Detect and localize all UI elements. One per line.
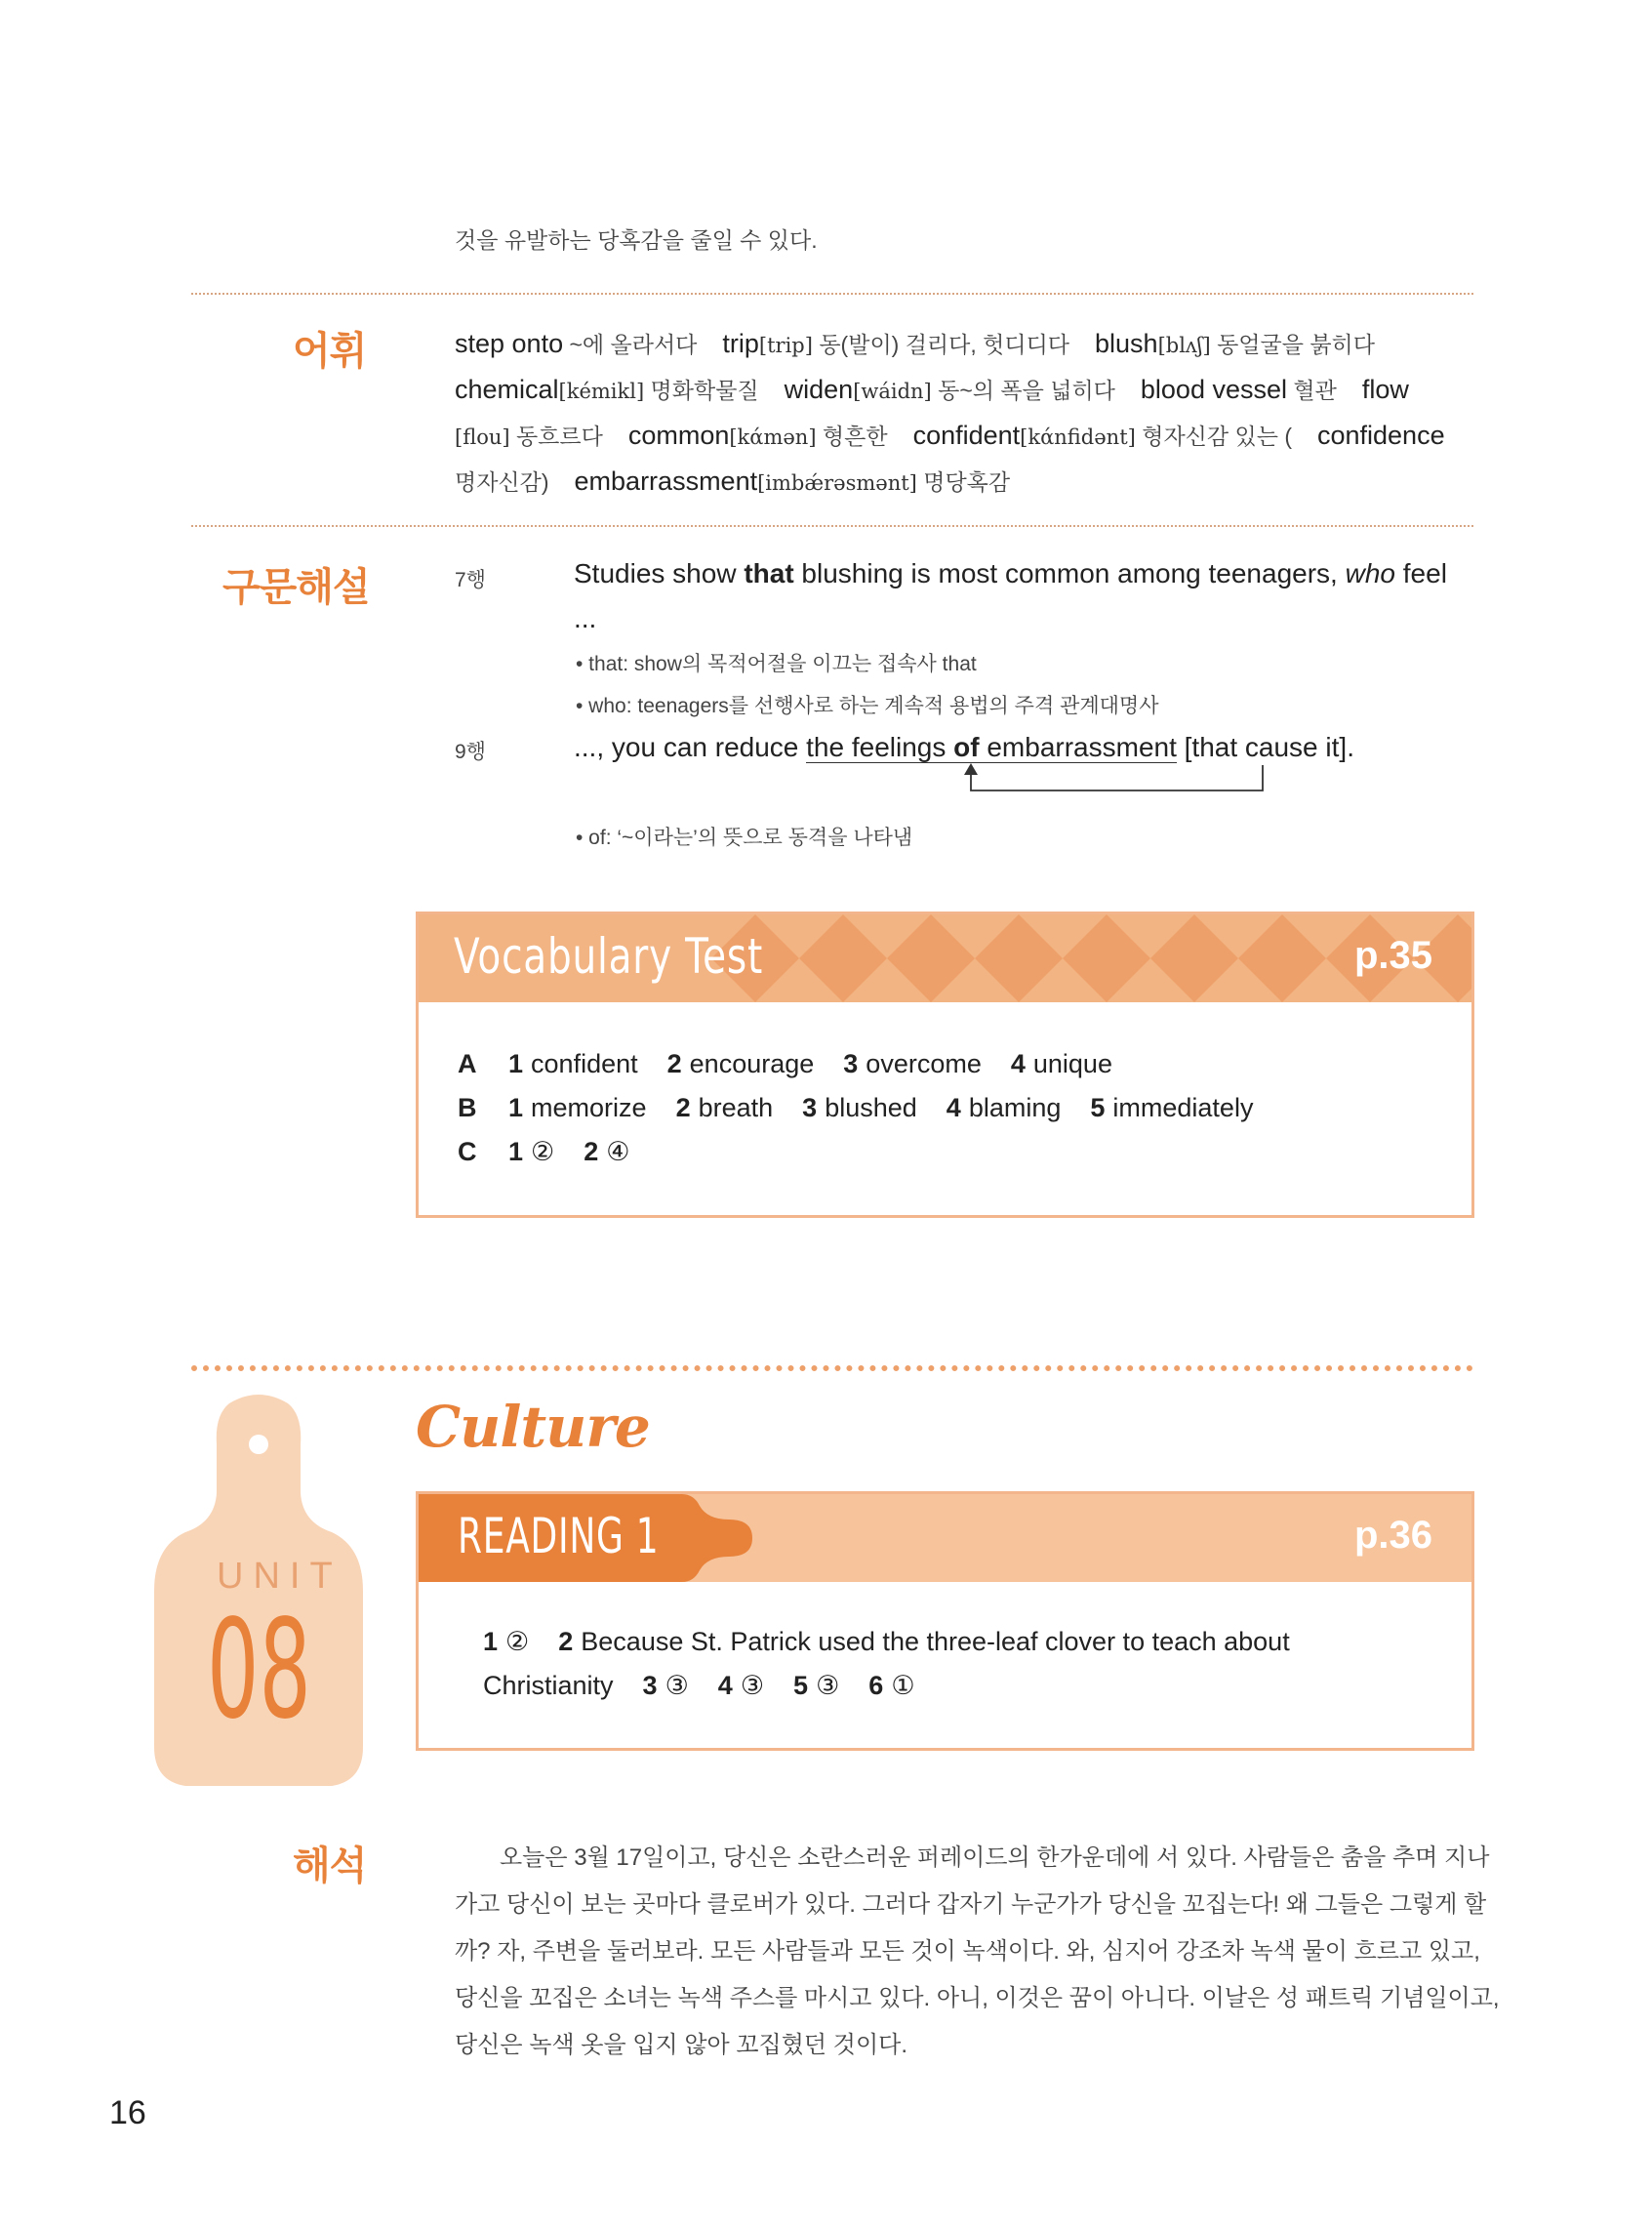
vocab-meaning: 명화학물질 [644,378,759,403]
vocab-meaning: 동흐르다 [509,424,603,449]
answer-number: 3 [843,1049,859,1078]
vocab-word: widen [784,375,854,404]
vocab-word: flow [1361,375,1409,404]
vocab-word: blush [1095,329,1158,358]
sentence-part: [that cause it]. [1176,732,1354,762]
answer-number: 2 [558,1627,574,1656]
vocab-word: embarrassment [574,466,758,496]
answer-value: blushed [825,1093,917,1122]
answer-number: 1 [508,1137,524,1166]
answer-row [483,1627,1319,1657]
vocab-line [455,414,1489,460]
phonetic: [imbǽrəsmənt] [757,471,917,495]
answer-value: breath [698,1093,774,1122]
grammar-note: • of: ‘~이라는’의 뜻으로 동격을 나타냄 [576,827,913,849]
vocab-line [455,322,1489,368]
answer-value: ② [531,1137,555,1166]
answer-number: 4 [1010,1049,1026,1078]
sentence-part: Studies show [574,558,745,588]
sentence-keyword: that [744,558,794,588]
divider [191,293,1473,295]
answer-value: Because St. Patrick used the three-leaf clover to teach about [581,1627,1290,1656]
vocab-list [455,322,1489,506]
vocab-test-box [416,912,1474,1218]
section-separator [191,1365,1473,1371]
sentence-part: blushing is most common among teenagers, [793,558,1346,588]
syntax-label: 구문해설 [222,566,370,609]
answer-value: memorize [531,1093,647,1122]
reference-arrow [937,761,1269,800]
answer-letter: B [458,1093,477,1122]
phonetic: [blʌʃ] [1157,334,1211,357]
answer-number: 3 [802,1093,818,1122]
vocab-meaning: 명자신감) [455,469,549,495]
category-title: Culture [416,1394,650,1460]
answer-row [483,1671,945,1701]
divider [191,525,1473,527]
translation-line: 가고 당신이 보는 곳마다 클로버가 있다. 그러다 갑자기 누군가가 당신을 꼬집는다! 왜 그들은 그렇게 할 [455,1891,1487,1918]
example-sentence-2 [574,732,1354,763]
unit-number: 08 [207,1591,311,1750]
phonetic: [trip] [758,334,813,357]
vocab-test-page: p.35 [1353,934,1432,977]
answer-number: 1 [483,1627,499,1656]
sentence-part: ..., you can reduce [574,732,807,762]
grammar-note: • that: show의 목적어절을 이끄는 접속사 that [576,653,977,675]
sentence-keyword: of [953,732,980,762]
translation-line: 당신을 꼬집은 소녀는 녹색 주스를 마시고 있다. 아니, 이것은 꿈이 아니다. 이날은 성 패트릭 기념일이고, [455,1985,1500,2011]
answer-number: 2 [666,1049,682,1078]
vocab-word: confidence [1316,421,1445,450]
answer-number: 6 [868,1671,884,1700]
answer-value: ② [505,1627,530,1656]
reading1-box [416,1491,1474,1751]
page-number: 16 [109,2094,146,2131]
translation-line: 까? 자, 주변을 둘러보라. 모든 사람들과 모든 것이 녹색이다. 와, 심지어 강조차 녹색 물이 흐르고 있고, [455,1938,1480,1965]
translation-line: 오늘은 3월 17일이고, 당신은 소란스러운 퍼레이드의 한가운데에 서 있다. 사람들은 춤을 추며 지나 [500,1844,1490,1871]
sentence-continuation: ... [574,603,597,633]
answer-number: 5 [1090,1093,1106,1122]
vocab-meaning: ~에 올라서다 [563,332,698,357]
reading1-title: READING 1 [458,1508,660,1564]
answer-row [458,1137,660,1167]
answer-number: 4 [717,1671,733,1700]
sentence-part: the feelings [806,732,954,762]
vocab-test-header [419,914,1471,1002]
grammar-note: • who: teenagers를 선행사로 하는 계속적 용법의 주격 관계대명사 [576,695,1159,717]
vocab-test-title: Vocabulary Test [454,928,764,985]
unit-label: UNIT [217,1556,342,1597]
answer-row [458,1049,1142,1079]
answer-number: 3 [642,1671,658,1700]
translation-paragraph [455,1835,1500,2069]
vocab-meaning: 형자신감 있는 ( [1135,424,1292,449]
translation-line: 당신은 녹색 옷을 입지 않아 꼬집혔던 것이다. [455,2032,907,2058]
example-sentence-1 [574,558,1447,589]
line-number: 9행 [455,741,486,763]
answer-number: 4 [946,1093,961,1122]
phonetic: [wáidn] [853,380,932,403]
answer-value: immediately [1112,1093,1254,1122]
answer-row [458,1093,1282,1123]
answer-value: overcome [866,1049,982,1078]
vocab-meaning: 형흔한 [816,424,888,449]
answer-value: encourage [689,1049,815,1078]
answer-number: 1 [508,1049,524,1078]
underlined-phrase [806,732,1177,763]
translation-label: 해석 [293,1844,367,1887]
phonetic: [flou] [455,426,510,449]
continuation-text: 것을 유발하는 당혹감을 줄일 수 있다. [455,227,818,253]
answer-letter: C [458,1137,477,1166]
vocab-word: common [627,421,730,450]
answer-value: ③ [740,1671,765,1700]
answer-value: blaming [968,1093,1062,1122]
vocab-meaning: 동~의 폭을 넓히다 [931,378,1115,403]
answer-letter: A [458,1049,477,1078]
answer-number: 2 [584,1137,599,1166]
answer-number: 5 [793,1671,809,1700]
phonetic: [kémikl] [558,380,645,403]
vocab-word: chemical [455,375,559,404]
answer-value: ④ [606,1137,630,1166]
sentence-part: embarrassment [979,732,1177,762]
vocab-word: step onto [455,329,564,358]
reading1-page: p.36 [1353,1514,1432,1557]
vocab-word: confident [912,421,1021,450]
answer-value: ③ [665,1671,689,1700]
vocab-meaning: 명당혹감 [916,469,1011,495]
vocab-line [455,460,1489,506]
answer-value: confident [531,1049,638,1078]
sentence-keyword: who [1345,558,1395,588]
phonetic: [kάmən] [729,426,817,449]
sentence-part: feel [1394,558,1447,588]
reading1-header [419,1494,1471,1582]
vocab-word: trip [722,329,759,358]
vocab-label: 어휘 [293,330,367,373]
vocab-meaning: 동(발이) 걸리다, 헛디디다 [812,332,1070,357]
vocab-meaning: 혈관 [1287,378,1337,403]
vocab-word: blood vessel [1140,375,1288,404]
answer-number: 2 [675,1093,691,1122]
vocab-line [455,368,1489,414]
vocab-meaning: 동얼굴을 붉히다 [1210,332,1375,357]
answer-number: 1 [508,1093,524,1122]
answer-value: unique [1032,1049,1112,1078]
answer-value: ① [891,1671,915,1700]
answer-value: ③ [816,1671,840,1700]
phonetic: [kάnfidənt] [1020,426,1136,449]
line-number: 7행 [455,569,486,591]
answer-value: Christianity [483,1671,614,1700]
